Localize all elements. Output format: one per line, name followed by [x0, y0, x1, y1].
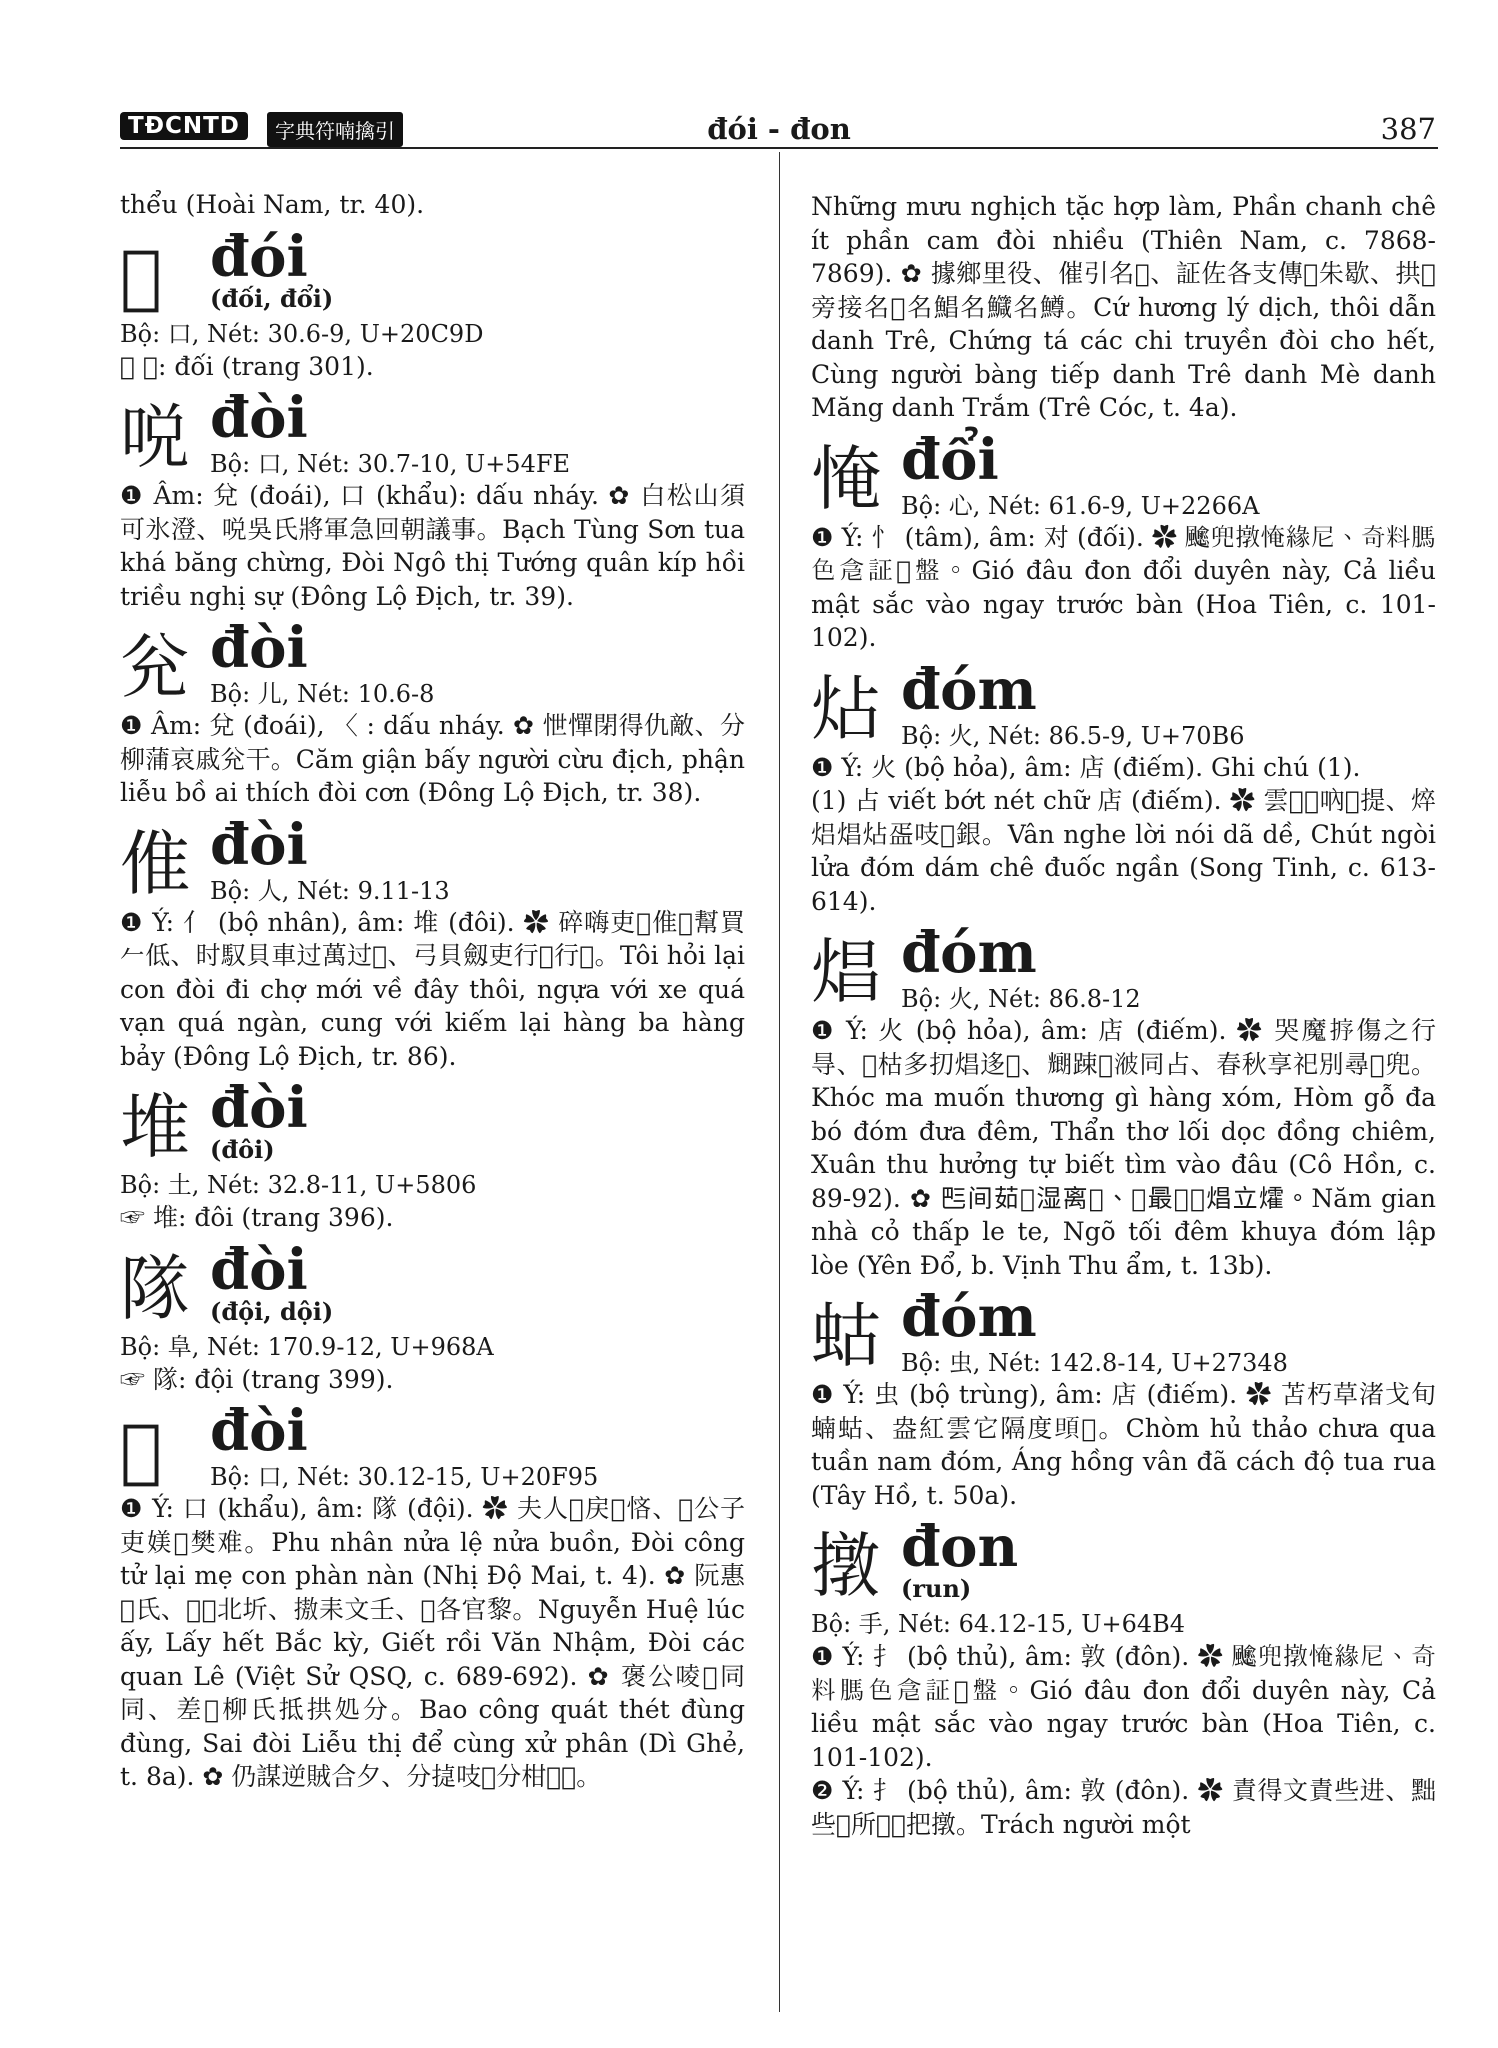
- entry-headword: đòi: [210, 811, 308, 878]
- entry-variant: (đôi): [210, 1135, 275, 1164]
- entry-variant: (run): [901, 1574, 972, 1603]
- entry-headword: đòi: [210, 1398, 308, 1464]
- continued-text: thểu (Hoài Nam, tr. 40).: [120, 190, 425, 219]
- entry-head: [120, 1236, 745, 1331]
- entry-radical: Bộ: 火, Nét: 86.8-12: [901, 985, 1141, 1013]
- column-divider: [779, 152, 780, 2012]
- entry-body: ❶ Ý: 火 (bộ hỏa), âm: 店 (điếm). Ghi chú (1).: [811, 752, 1361, 782]
- entry-head: [811, 1284, 1436, 1378]
- entry-character: 隊: [120, 1247, 190, 1330]
- entry-radical: Bộ: 口, Nét: 30.7-10, U+54FE: [210, 450, 571, 478]
- entry-head: [120, 615, 745, 709]
- entry-headword: đòi: [210, 385, 308, 451]
- entry: [811, 1514, 1436, 1841]
- entry: [120, 811, 745, 1074]
- right-column: [811, 190, 1436, 1841]
- entry-body: ❶ Ý: 火 (bộ hỏa), âm: 店 (điếm). ✿ 哭魔𢭸傷之行㝵、𠖤枯多㧅焻迻𠴓、𠓇踈𧿨𣷭同占、春秋享祀別尋𠍕兜。Khóc ma muốn thương gì hàng xóm, Hòm gỗ đa bó đóm đưa đêm, Thẩn thơ lối dọc đồng chiêm, Xuân thu hưởng tự biết tìm vào đâu (Cô Hồn, c. 89-92). ✿ 𠀧间茹𦹵湿离𥪝、𡢻最𠴓𡗉焻立㸌。Năm gian nhà cỏ thấp le te, Ngõ tối đêm khuya đóm lập lòe (Yên Đổ, b. Vịnh Thu ẩm, t. 13b).: [811, 1016, 1436, 1280]
- entry-head: [120, 1398, 745, 1492]
- entry-body: ❷ Ý: 扌 (bộ thủ), âm: 敦 (đôn). ✿ 責得文責些进、黜些𠸨所𬤙𠴍把撴。Trách người một: [811, 1776, 1436, 1839]
- entry-character: 哾: [120, 396, 190, 478]
- entry-head: [120, 385, 745, 479]
- entry: [120, 223, 745, 384]
- entry-head: [811, 920, 1436, 1014]
- page-number: 387: [1380, 112, 1436, 146]
- entry-radical: Bộ: 阜, Nét: 170.9-12, U+968A: [120, 1332, 494, 1361]
- entry-radical: Bộ: 火, Nét: 86.5-9, U+70B6: [901, 721, 1245, 750]
- entry: [120, 1236, 745, 1397]
- entry: [120, 1075, 745, 1235]
- entry-body: ❶ Ý: 忄 (tâm), âm: 对 (đối). ✿ 𩙍兜撴㤿緣尼、奇料𦟐色𠉞証𪾺盤。Gió đâu đon đổi duyên này, Cả liều mật sắc vào ngay trước bàn (Hoa Tiên, c. 101-102).: [811, 522, 1436, 652]
- entry-character: 焻: [811, 931, 881, 1013]
- entry-head: [120, 1075, 745, 1169]
- entry-character: 兊: [120, 626, 190, 708]
- running-title: đói - đon: [707, 112, 851, 146]
- entry-body: ❶ Âm: 兌 (đoái), 口 (khẩu): dấu nháy. ✿ 白松山須可氷澄、哾吳氏將軍急回朝議事。Bạch Tùng Sơn tua khá băng chừng, Đòi Ngô thị Tướng quân kíp hồi triều nghị sự (Đông Lộ Địch, tr. 39).: [120, 481, 745, 611]
- dictionary-logo: TĐCNTD: [120, 112, 248, 140]
- entry-radical: Bộ: 儿, Nét: 10.6-8: [210, 680, 435, 708]
- entry-headword: đòi: [210, 615, 308, 681]
- left-column: [120, 188, 745, 1794]
- entry-body: ❶ Ý: 虫 (bộ trùng), âm: 店 (điếm). ✿ 苫朽草渚戈旬蝻蛄、盎紅雲它隔度𩑰𩓋。Chòm hủ thảo chưa qua tuần nam đóm, Áng hồng vân đã cách độ tua rua (Tây Hồ, t. 50a).: [811, 1380, 1436, 1510]
- entry-radical: Bộ: 心, Nét: 61.6-9, U+2266A: [901, 491, 1260, 520]
- entry-head: [120, 811, 745, 906]
- entry-body: ☞ 堆: đôi (trang 396).: [120, 1203, 394, 1232]
- entry-variant: (đội, dội): [210, 1296, 334, 1326]
- entry-headword: đóm: [901, 920, 1037, 986]
- entry-character: 𠾕: [120, 1409, 163, 1491]
- entry-head: [811, 656, 1436, 751]
- entry: [120, 385, 745, 613]
- entry-headword: đói: [210, 223, 308, 290]
- han-nom-logo: 字典符喃擒引: [267, 112, 403, 147]
- entry-note: (1) 占 viết bớt nét chữ 店 (điếm). ✿ 雲𦖑𠳒吶𢮿提、焠焒焻炶㿿吱𪇍銀。Vân nghe lời nói dã dề, Chút ngòi lửa đóm dám chê đuốc ngần (Song Tinh, c. 613-614).: [811, 786, 1436, 916]
- entry-headword: đóm: [901, 656, 1037, 723]
- entry-radical: Bộ: 手, Nét: 64.12-15, U+64B4: [811, 1610, 1186, 1638]
- entry-headword: đon: [901, 1514, 1019, 1580]
- entry-radical: Bộ: 虫, Nét: 142.8-14, U+27348: [901, 1349, 1288, 1377]
- entry: [811, 1284, 1436, 1512]
- entry: [120, 615, 745, 810]
- entry-radical: Bộ: 人, Nét: 9.11-13: [210, 876, 450, 905]
- entry-headword: đổi: [901, 426, 999, 493]
- entry-headword: đóm: [901, 1284, 1037, 1350]
- entry-head: [811, 1514, 1436, 1608]
- entry-body: ❶ Ý: 扌 (bộ thủ), âm: 敦 (đôn). ✿ 𩙍兜撴㤿緣尼、奇料𦟐色𠉞証𪾺盤。Gió đâu đon đổi duyên này, Cả liều mật sắc vào ngay trước bàn (Hoa Tiên, c. 101-102).: [811, 1642, 1436, 1772]
- entry-character: 堆: [120, 1086, 190, 1168]
- entry-body: ❶ Âm: 兌 (đoái), 〈 : dấu nháy. ✿ 怈憚閉得仇敵、分柳蒲哀戚兊干。Căm giận bấy người cừu địch, phận liễu bồ ai thích đòi cơn (Đông Lộ Địch, tr. 38).: [120, 711, 745, 807]
- entry-body: ❶ Ý: 口 (khẩu), âm: 隊 (đội). ✿ 夫人𡢐戻𡢐悋、𠾕公子吏媄𢬣樊难。Phu nhân nửa lệ nửa buồn, Đòi công tử lại mẹ con phàn nàn (Nhị Độ Mai, t. 4). ✿ 阮惠𣋚氏、𢬣𡀳北圻、𢳆耒文壬、𠾕各官黎。Nguyễn Huệ lúc ấy, Lấy hết Bắc kỳ, Giết rồi Văn Nhậm, Đòi các quan Lê (Việt Sử QSQ, c. 689-692). ✿ 褒公㖫𠻚同同、差𠾕柳氏抵拱処分。Bao công quát thét đùng đùng, Sai đòi Liễu thị để cùng xử phân (Dì Ghẻ, t. 8a). ✿ 仍謀逆賊合夕、分㨗吱𢜠分柑𠾕𡗉。: [120, 1494, 745, 1791]
- entry-radical: Bộ: 口, Nét: 30.12-15, U+20F95: [210, 1463, 599, 1491]
- entry: [811, 920, 1436, 1282]
- entry-character: 㤿: [811, 437, 881, 520]
- entry-body: ☞ 隊: đội (trang 399).: [120, 1364, 394, 1394]
- entry-character: 蛄: [811, 1295, 881, 1377]
- entry-body: ☞ 𠲝: đối (trang 301).: [120, 351, 374, 381]
- entry-headword: đòi: [210, 1236, 308, 1303]
- entry: [811, 426, 1436, 655]
- entry-character: 𠲝: [120, 234, 163, 317]
- entry-radical: Bộ: 土, Nét: 32.8-11, U+5806: [120, 1171, 477, 1199]
- entry-character: 炶: [811, 667, 881, 750]
- entry-character: 撴: [811, 1525, 881, 1607]
- entry-headword: đòi: [210, 1075, 308, 1141]
- entry-body: ❶ Ý: 亻 (bộ nhân), âm: 堆 (đôi). ✿ 碎嗨吏𢬣倠𡗶幫買𠂉低、时馭貝車过萬过𠦳、弓貝劔吏行𠀧行𦉱。Tôi hỏi lại con đòi đi chợ mới về đây thôi, ngựa với xe quá vạn quá ngàn, cung với kiếm lại hàng ba hàng bảy (Đông Lộ Địch, tr. 86).: [120, 907, 745, 1071]
- entry-radical: Bộ: 口, Nét: 30.6-9, U+20C9D: [120, 319, 484, 348]
- entry: [120, 1398, 745, 1794]
- entry: [811, 656, 1436, 919]
- header-rule: [120, 147, 1438, 149]
- entry-head: [120, 223, 745, 318]
- page-header: [120, 110, 1438, 150]
- entry-character: 倠: [120, 822, 190, 905]
- continued-text: Những mưu nghịch tặc hợp làm, Phần chanh chê ít phần cam đòi nhiều (Thiên Nam, c. 7868-7869). ✿ 據鄉里役、催引名𩵜、証佐各支傳𠾕朱歇、拱𥪝旁接名𩸷名鯧名鱵名鱒。Cứ hương lý dịch, thôi dẫn danh Trê, Chứng tá các chi truyền đòi cho hết, Cùng người bàng tiếp danh Trê danh Mè danh Măng danh Trắm (Trê Cóc, t. 4a).: [811, 192, 1436, 422]
- entry-variant: (đối, đổi): [210, 283, 334, 313]
- entry-head: [811, 426, 1436, 521]
